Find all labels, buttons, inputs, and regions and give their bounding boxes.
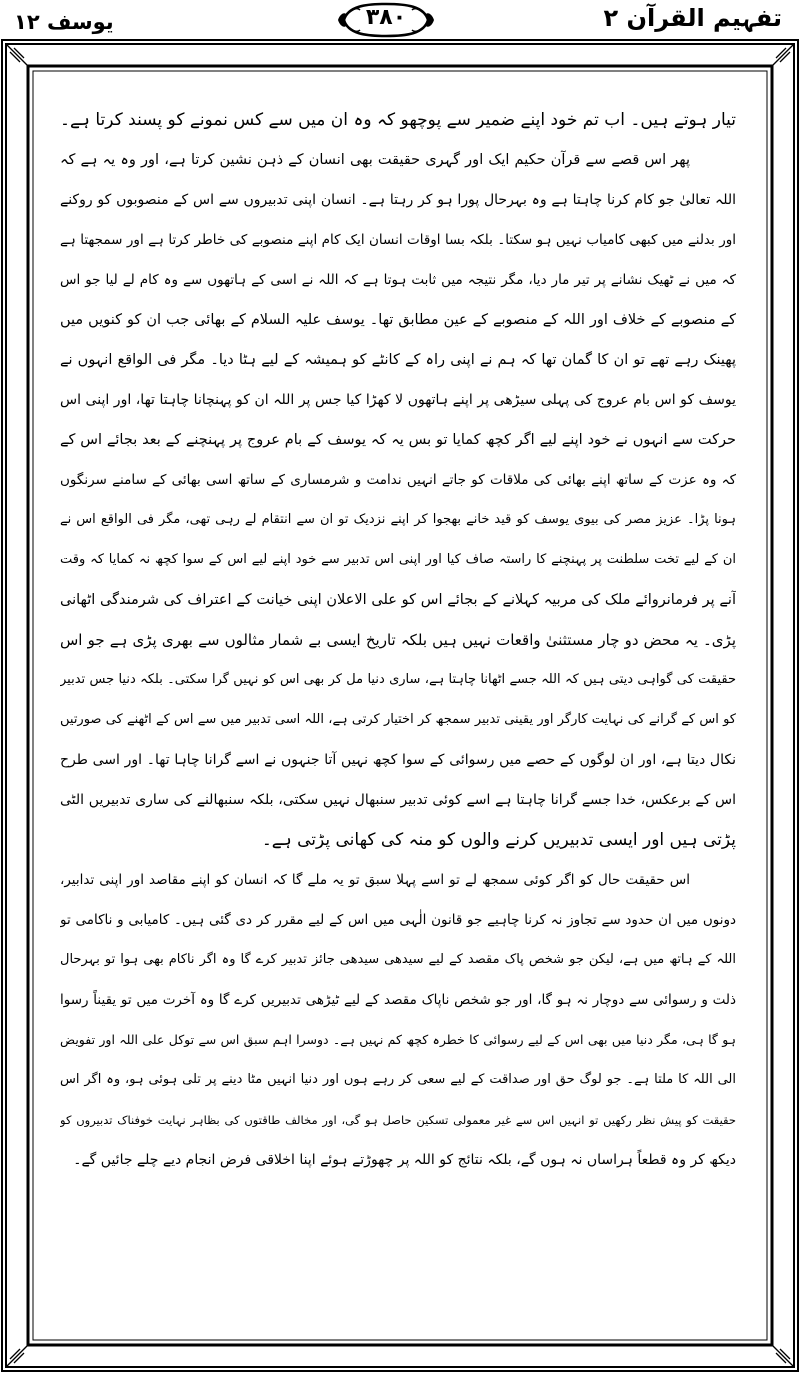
text-line: کہ میں نے ٹھیک نشانے پر تیر مار دیا، مگر نتیجہ میں ثابت ہوتا ہے کہ اللہ نے اسی کے ہاتھوں سے وہ کام لے لیا جو اس	[60, 272, 736, 288]
text-line: حرکت سے انہوں نے خود اپنے لیے اگر کچھ کمایا تو بس یہ کہ یوسف کے بام عروج پر پہنچنے کے بعد بجائے اس کے	[60, 432, 736, 448]
text-line: آنے پر فرمانروائے ملک کی مربیہ کہلانے کے بجائے اس کو علی الاعلان اپنی خیانت کے اعتراف کی شرمندگی اٹھانی	[60, 592, 736, 608]
text-line: تیار ہوتے ہیں۔ اب تم خود اپنے ضمیر سے پوچھو کہ وہ ان میں سے کس نمونے کو پسند کرتا ہے۔	[60, 110, 736, 130]
text-line: اللہ تعالیٰ جو کام کرنا چاہتا ہے وہ بہرحال پورا ہو کر رہتا ہے۔ انسان اپنی تدبیروں سے اس کے منصوبوں کو روکنے	[60, 192, 736, 208]
text-line: پھینک رہے تھے تو ان کا گمان تھا کہ ہم نے اپنی راہ کے کانٹے کو ہمیشہ کے لیے ہٹا دیا۔ مگر فی الواقع انہوں نے	[60, 352, 736, 368]
text-line: کو اس کے گرانے کی نہایت کارگر اور یقینی تدبیر سمجھ کر اختیار کرتی ہے، اللہ اسی تدبیر میں سے اس کے اٹھنے کی صورتیں	[60, 712, 736, 727]
text-line: ان کے لیے تخت سلطنت پر پہنچنے کا راستہ صاف کیا اور اپنی اس تدبیر سے خود اپنے لیے اس کے سوا کچھ نہ کمایا کہ وقت	[60, 552, 736, 567]
text-line: کہ وہ عزت کے ساتھ اپنے بھائی کی ملاقات کو جاتے انہیں ندامت و شرمساری کے ساتھ اسی بھائی کے سامنے سرنگوں	[60, 472, 736, 488]
text-line: اللہ کے ہاتھ میں ہے، لیکن جو شخص پاک مقصد کے لیے سیدھی سیدھی جائز تدبیر کرے گا وہ اگر ناکام بھی ہوا تو بہرحال	[60, 952, 736, 967]
text-line: پھر اس قصے سے قرآن حکیم ایک اور گہری حقیقت بھی انسان کے ذہن نشین کرتا ہے، اور وہ یہ ہے کہ	[60, 152, 690, 168]
text-line: کے منصوبے کے خلاف اور اللہ کے منصوبے کے عین مطابق تھا۔ یوسف علیہ السلام کے بھائی جب ان کو کنویں میں	[60, 312, 736, 328]
text-line: یوسف کو اس بام عروج کی پہلی سیڑھی پر اپنے ہاتھوں لا کھڑا کیا جس پر اللہ ان کو پہنچانا چاہتا تھا، اور اپنی اس	[60, 392, 736, 408]
page-number: ۳۸۰	[365, 5, 407, 30]
text-line: دیکھ کر وہ قطعاً ہراساں نہ ہوں گے، بلکہ نتائج کو اللہ پر چھوڑتے ہوئے اپنا اخلاقی فرض انجام دیے چلے جائیں گے۔	[73, 1152, 736, 1168]
text-line: اور بدلنے میں کبھی کامیاب نہیں ہو سکتا۔ بلکہ بسا اوقات انسان ایک کام اپنے منصوبے کی خاطر کرتا ہے اور سمجھتا ہے	[60, 232, 736, 248]
page-number-ornament	[336, 0, 436, 40]
text-line: اس حقیقت حال کو اگر کوئی سمجھ لے تو اسے پہلا سبق تو یہ ملے گا کہ انسان کو اپنے مقاصد اور اپنی تدابیر،	[60, 872, 690, 888]
text-line: ذلت و رسوائی سے دوچار نہ ہو گا، اور جو شخص ناپاک مقصد کے لیے ٹیڑھی تدبیریں کرے گا وہ آخرت میں تو یقیناً رسوا	[60, 992, 736, 1008]
body-text	[60, 100, 736, 1366]
text-line: اس کے برعکس، خدا جسے گرانا چاہتا ہے اسے کوئی تدبیر سنبھال نہیں سکتی، بلکہ سنبھالنے کی ساری تدبیریں الٹی	[60, 792, 736, 808]
text-line: ہونا پڑا۔ عزیز مصر کی بیوی یوسف کو قید خانے بھجوا کر اپنے نزدیک تو ان سے انتقام لے رہی تھی، مگر فی الواقع اس نے	[60, 512, 736, 527]
text-line: دونوں میں ان حدود سے تجاوز نہ کرنا چاہیے جو قانون الٰہی میں اس کے لیے مقرر کر دی گئی ہیں۔ کامیابی و ناکامی تو	[60, 912, 736, 928]
text-line: پڑی۔ یہ محض دو چار مستثنیٰ واقعات نہیں ہیں بلکہ تاریخ ایسی بے شمار مثالوں سے بھری پڑی ہے جو اس	[60, 631, 736, 649]
text-line: الی اللہ کا ملتا ہے۔ جو لوگ حق اور صداقت کے لیے سعی کر رہے ہوں اور دنیا انہیں مٹا دینے پر تلی ہوئی ہو، وہ اگر اس	[60, 1072, 736, 1087]
text-line: حقیقت کی گواہی دیتی ہیں کہ اللہ جسے اٹھانا چاہتا ہے، ساری دنیا مل کر بھی اس کو نہیں گرا سکتی۔ بلکہ دنیا جس تدبیر	[60, 672, 736, 687]
chapter-name: یوسف ۱۲	[14, 10, 114, 34]
text-line: نکال دیتا ہے، اور ان لوگوں کے حصے میں رسوائی کے سوا کچھ نہیں آتا جنہوں نے اسے گرانا چاہا تھا۔ اور اسی طرح	[60, 752, 736, 768]
text-line: حقیقت کو پیش نظر رکھیں تو انہیں اس سے غیر معمولی تسکین حاصل ہو گی، اور مخالف طاقتوں کی بظاہر نہایت خوفناک تدبیروں کو	[60, 1113, 736, 1127]
text-line: پڑتی ہیں اور ایسی تدبیریں کرنے والوں کو منہ کی کھانی پڑتی ہے۔	[261, 830, 736, 850]
book-title: تفہیم القرآن ۲	[603, 4, 782, 32]
text-line: ہو گا ہی، مگر دنیا میں بھی اس کے لیے رسوائی کا خطرہ کچھ کم نہیں ہے۔ دوسرا اہم سبق اس سے توکل علی اللہ اور تفویض	[60, 1032, 736, 1047]
